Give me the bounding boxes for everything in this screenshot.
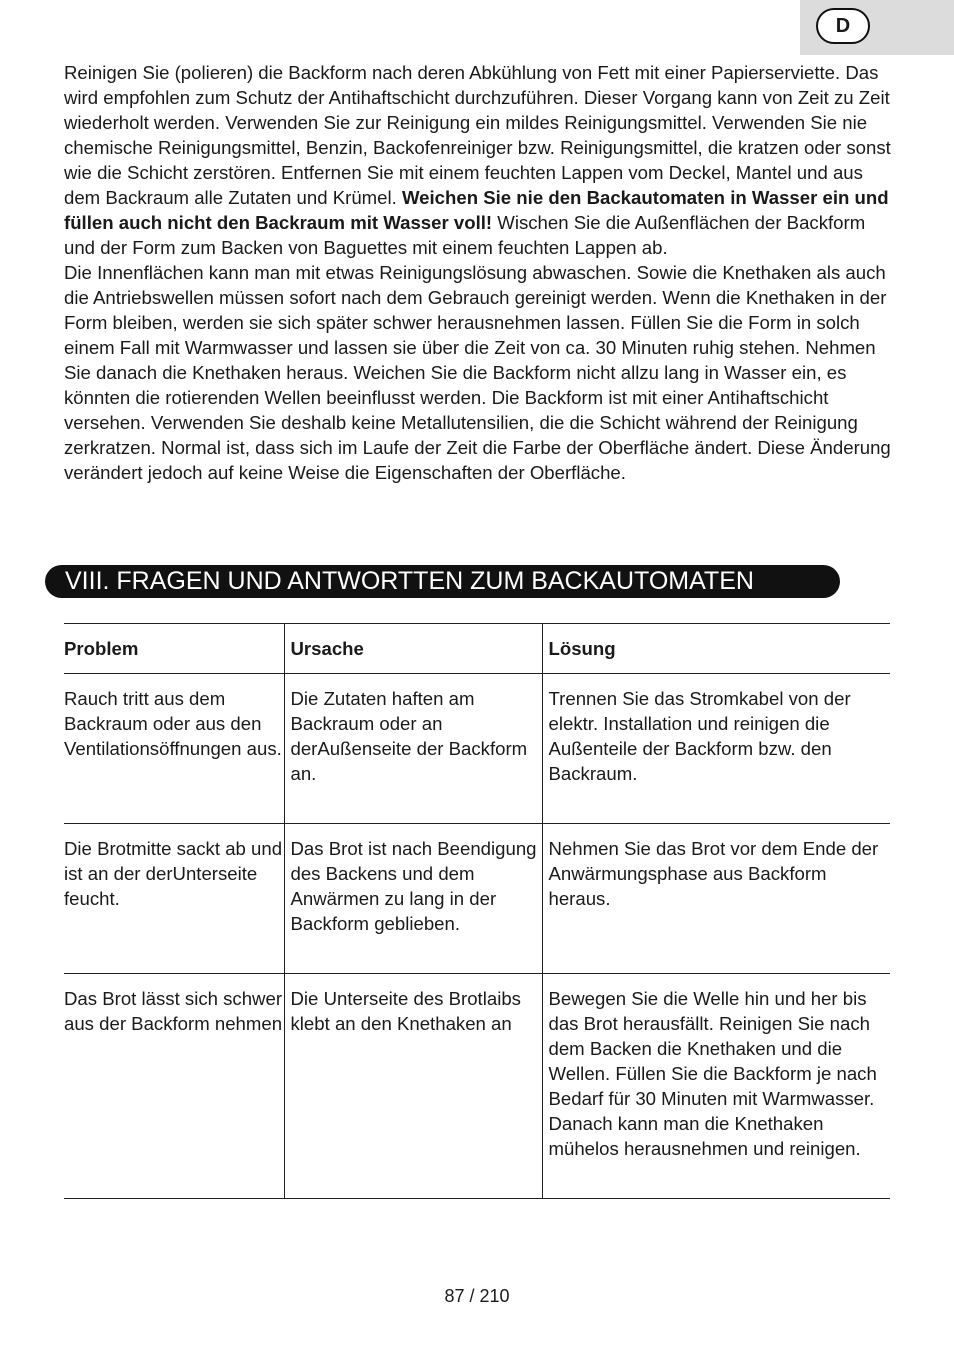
cell-problem: Rauch tritt aus dem Backraum oder aus den Ventilationsöffnungen aus. <box>64 674 284 824</box>
section-title: VIII. FRAGEN UND ANTWORTTEN ZUM BACKAUTOMATEN <box>65 567 754 595</box>
intro-text <box>64 60 894 485</box>
cell-cause: Die Zutaten haften am Backraum oder an derAußenseite der Backform an. <box>284 674 542 824</box>
faq-table <box>64 623 890 1199</box>
table-row <box>64 824 890 974</box>
intro-p1-warning: Weichen Sie nie den Backautomaten in Wasser ein und füllen auch nicht den Backraum mit Wasser voll! <box>64 187 889 233</box>
cell-problem: Das Brot lässt sich schwer aus der Backform nehmen <box>64 974 284 1199</box>
page-current: 87 <box>444 1286 465 1306</box>
header-cause: Ursache <box>284 624 542 674</box>
intro-p1-end: Wischen Sie die Außenflächen der Backform und der Form zum Backen von Baguettes mit einem feuchten Lappen ab. <box>64 212 866 258</box>
intro-paragraph-2: Die Innenflächen kann man mit etwas Reinigungslösung abwaschen. Sowie die Knethaken als auch die Antriebswellen müssen sofort nach dem Gebrauch gereinigt werden. Wenn die Knethaken in der Form bleiben, werden sie sich später schwer herausnehmen lassen. Füllen Sie die Form in solch einem Fall mit Warmwasser und lassen sie über die Zeit von ca. 30 Minuten ruhig stehen. Nehmen Sie danach die Knethaken heraus. Weichen Sie die Backform nicht allzu lang in Wasser ein, es könnten die rotierenden Wellen beeinflusst werden. Die Backform ist mit einer Antihaftschicht versehen. Verwenden Sie deshalb keine Metallutensilien, die die Schicht während der Reinigung zerkratzen. Normal ist, dass sich im Laufe der Zeit die Farbe der Oberfläche ändert. Diese Änderung verändert jedoch auf keine Weise die Eigenschaften der Oberfläche. <box>64 262 891 483</box>
page-total: / 210 <box>469 1286 510 1306</box>
header-solution: Lösung <box>542 624 890 674</box>
intro-paragraph-1 <box>64 60 894 260</box>
header-problem: Problem <box>64 624 284 674</box>
cell-solution: Bewegen Sie die Welle hin und her bis das Brot herausfällt. Reinigen Sie nach dem Backen die Knethaken und die Wellen. Füllen Sie die Backform je nach Bedarf für 30 Minuten mit Warmwasser. Danach kann man die Knethaken mühelos herausnehmen und reinigen. <box>542 974 890 1199</box>
table-row <box>64 674 890 824</box>
cell-cause: Das Brot ist nach Beendigung des Backens und dem Anwärmen zu lang in der Backform geblieben. <box>284 824 542 974</box>
language-tab <box>800 0 954 55</box>
page-number <box>0 1285 954 1307</box>
cell-solution: Nehmen Sie das Brot vor dem Ende der Anwärmungsphase aus Backform heraus. <box>542 824 890 974</box>
section-header-bar <box>45 565 840 598</box>
language-badge: D <box>816 8 870 44</box>
cell-problem: Die Brotmitte sackt ab und ist an der derUnterseite feucht. <box>64 824 284 974</box>
table-row <box>64 974 890 1199</box>
table-header-row <box>64 624 890 674</box>
intro-p1-text: Reinigen Sie (polieren) die Backform nach deren Abkühlung von Fett mit einer Papierserviette. Das wird empfohlen zum Schutz der Antihaftschicht durchzuführen. Dieser Vorgang kann von Zeit zu Zeit wiederholt werden. Verwenden Sie zur Reinigung ein mildes Reinigungsmittel. Verwenden Sie nie chemische Reinigungsmittel, Benzin, Backofenreiniger bzw. Reinigungsmittel, die kratzen oder sonst wie die Schicht zerstören. Entfernen Sie mit einem feuchten Lappen vom Deckel, Mantel und aus dem Backraum alle Zutaten und Krümel. <box>64 62 891 208</box>
cell-solution: Trennen Sie das Stromkabel von der elektr. Installation und reinigen die Außenteile der Backform bzw. den Backraum. <box>542 674 890 824</box>
cell-cause: Die Unterseite des Brotlaibs klebt an den Knethaken an <box>284 974 542 1199</box>
